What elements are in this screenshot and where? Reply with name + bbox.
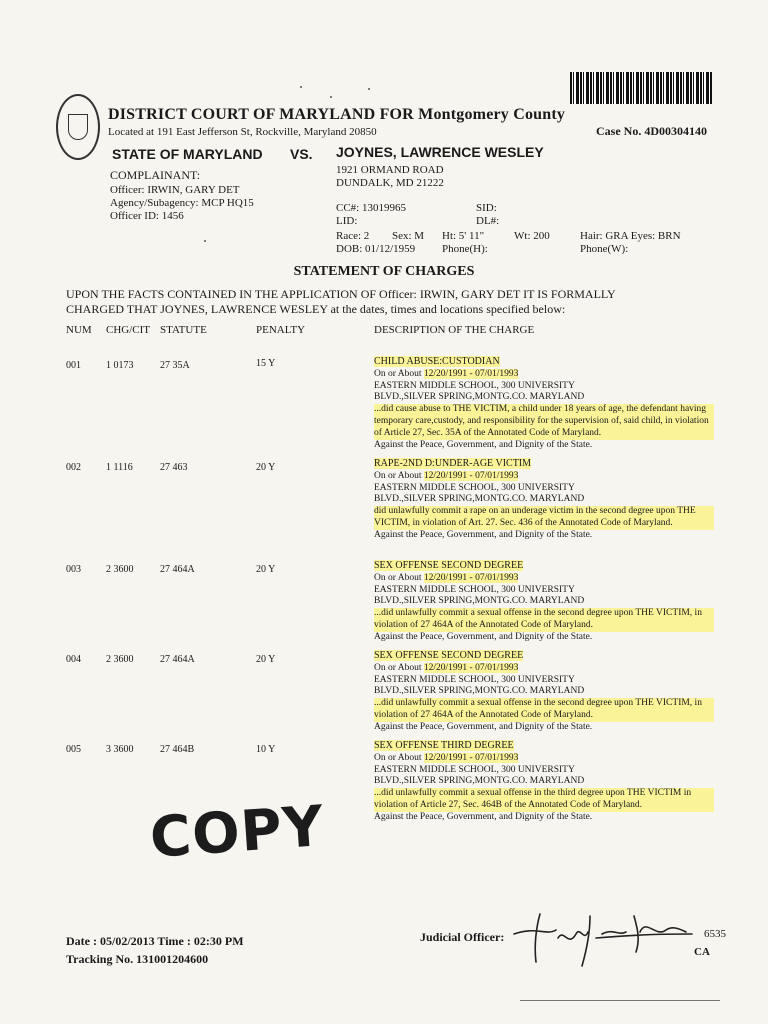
court-seal-icon [56, 94, 100, 160]
charge-location-2: BLVD.,SILVER SPRING,MONTG.CO. MARYLAND [374, 776, 585, 787]
dl-number: DL#: [476, 215, 500, 227]
lid: LID: [336, 215, 358, 227]
case-number: Case No. 4D00304140 [596, 124, 707, 138]
charge-location-1: EASTERN MIDDLE SCHOOL, 300 UNIVERSITY [374, 674, 575, 685]
col-head-penalty: PENALTY [256, 324, 306, 336]
charge-statute: 27 464A [160, 654, 195, 665]
charge-location-1: EASTERN MIDDLE SCHOOL, 300 UNIVERSITY [374, 380, 575, 391]
charge-penalty: 10 Y [256, 744, 276, 755]
statement-title: STATEMENT OF CHARGES [293, 264, 475, 279]
charge-penalty: 20 Y [256, 654, 276, 665]
charge-text: ...did cause abuse to THE VICTIM, a child under 18 years of age, the defendant having temporary care,custody, and responsibility for the supervision of, said child, in violation of Article 27, Sec. 35A of the Annotated Code of Maryland. [374, 404, 714, 439]
charge-num: 003 [66, 564, 81, 575]
charge-text: ...did unlawfully commit a sexual offense in the third degree upon THE VICTIM in violation of Article 27, Sec. 464B of the Annotated Code of Maryland. [374, 788, 714, 812]
charge-statute: 27 464A [160, 564, 195, 575]
charge-against: Against the Peace, Government, and Dignity of the State. [374, 529, 593, 540]
charge-dates: 12/20/1991 - 07/01/1993 [423, 572, 519, 583]
speck [330, 96, 332, 98]
judge-code: CA [694, 946, 710, 958]
judicial-officer-label: Judicial Officer: [420, 930, 505, 944]
speck [300, 86, 302, 88]
complainant-label: COMPLAINANT: [110, 168, 201, 182]
charge-num: 004 [66, 654, 81, 665]
charge-description: SEX OFFENSE THIRD DEGREE On or About 12/20/1991 - 07/01/1993 EASTERN MIDDLE SCHOOL, 300 UNIVERSITY BLVD.,SILVER SPRING,MONTG.CO. MARYLAND ...did unlawfully commit a sexual offense in the third degree upon THE VICTIM in violation of Article 27, Sec. 464B of the Annotated Code of Maryland. Against the Peace, Government, and Dignity of the State. [374, 740, 714, 824]
height: Ht: 5' 11" [442, 230, 485, 242]
charge-penalty: 20 Y [256, 462, 276, 473]
sex: Sex: M [392, 230, 425, 242]
charge-title: SEX OFFENSE THIRD DEGREE [374, 740, 514, 751]
charge-location-2: BLVD.,SILVER SPRING,MONTG.CO. MARYLAND [374, 494, 585, 505]
charge-description: RAPE-2ND D:UNDER-AGE VICTIM On or About 12/20/1991 - 07/01/1993 EASTERN MIDDLE SCHOOL, 300 UNIVERSITY BLVD.,SILVER SPRING,MONTG.CO. MARYLAND did unlawfully commit a rape on an underage victim in the second degree upon THE VICTIM, in violation of Art. 27. Sec. 436 of the Annotated Code of Maryland. Against the Peace, Government, and Dignity of the State. [374, 458, 714, 542]
charge-location-2: BLVD.,SILVER SPRING,MONTG.CO. MARYLAND [374, 596, 585, 607]
defendant-street: 1921 ORMAND ROAD [336, 164, 444, 176]
charge-location-1: EASTERN MIDDLE SCHOOL, 300 UNIVERSITY [374, 764, 575, 775]
charge-num: 005 [66, 744, 81, 755]
speck [368, 88, 370, 90]
charge-against: Against the Peace, Government, and Dignity of the State. [374, 439, 593, 450]
vs-label: VS. [290, 146, 313, 162]
charge-code: 2 3600 [106, 564, 134, 575]
signature-rule [520, 1000, 720, 1001]
charge-statute: 27 464B [160, 744, 195, 755]
charge-penalty: 15 Y [256, 358, 276, 369]
col-head-num: NUM [66, 324, 92, 336]
charge-statute: 27 35A [160, 360, 190, 371]
hair-eyes: Hair: GRA Eyes: BRN [580, 230, 681, 242]
barcode [570, 72, 712, 104]
charge-statute: 27 463 [160, 462, 188, 473]
charge-penalty: 20 Y [256, 564, 276, 575]
charge-dates: 12/20/1991 - 07/01/1993 [423, 662, 519, 673]
tracking-number: Tracking No. 131001204600 [66, 952, 209, 966]
intro-line-2: CHARGED THAT JOYNES, LAWRENCE WESLEY at the dates, times and locations specified below: [66, 302, 566, 316]
weight: Wt: 200 [514, 230, 550, 242]
charge-code: 2 3600 [106, 654, 134, 665]
phone-work: Phone(W): [580, 243, 629, 255]
phone-home: Phone(H): [442, 243, 488, 255]
charge-text: ...did unlawfully commit a sexual offense in the second degree upon THE VICTIM, in violation of 27 464A of the Annotated Code of Maryland. [374, 608, 714, 632]
copy-stamp: COPY [147, 794, 327, 871]
charge-num: 001 [66, 360, 81, 371]
sid: SID: [476, 202, 497, 214]
charge-title: CHILD ABUSE:CUSTODIAN [374, 356, 500, 367]
charge-num: 002 [66, 462, 81, 473]
court-title: DISTRICT COURT OF MARYLAND FOR Montgomery County [108, 106, 566, 123]
col-head-statute: STATUTE [160, 324, 207, 336]
intro-line-1: UPON THE FACTS CONTAINED IN THE APPLICATION OF Officer: IRWIN, GARY DET IT IS FORMALLY [66, 287, 616, 301]
charge-against: Against the Peace, Government, and Dignity of the State. [374, 721, 593, 732]
charge-location-2: BLVD.,SILVER SPRING,MONTG.CO. MARYLAND [374, 686, 585, 697]
charge-code: 1 1116 [106, 462, 133, 473]
officer-name: Officer: IRWIN, GARY DET [110, 184, 240, 196]
charge-location-1: EASTERN MIDDLE SCHOOL, 300 UNIVERSITY [374, 482, 575, 493]
charge-description: SEX OFFENSE SECOND DEGREE On or About 12/20/1991 - 07/01/1993 EASTERN MIDDLE SCHOOL, 300 UNIVERSITY BLVD.,SILVER SPRING,MONTG.CO. MARYLAND ...did unlawfully commit a sexual offense in the second degree upon THE VICTIM, in violation of 27 464A of the Annotated Code of Maryland. Against the Peace, Government, and Dignity of the State. [374, 650, 714, 734]
charge-location-1: EASTERN MIDDLE SCHOOL, 300 UNIVERSITY [374, 584, 575, 595]
charge-description: CHILD ABUSE:CUSTODIAN On or About 12/20/1991 - 07/01/1993 EASTERN MIDDLE SCHOOL, 300 UNIVERSITY BLVD.,SILVER SPRING,MONTG.CO. MARYLAND ...did cause abuse to THE VICTIM, a child under 18 years of age, the defendant having temporary care,custody, and responsibility for the supervision of, said child, in violation of Article 27, Sec. 35A of the Annotated Code of Maryland. Against the Peace, Government, and Dignity of the State. [374, 356, 714, 451]
judge-id: 6535 [704, 928, 726, 940]
speck [204, 240, 206, 242]
charge-location-2: BLVD.,SILVER SPRING,MONTG.CO. MARYLAND [374, 392, 585, 403]
charge-against: Against the Peace, Government, and Dignity of the State. [374, 631, 593, 642]
officer-agency: Agency/Subagency: MCP HQ15 [110, 197, 254, 209]
charge-title: SEX OFFENSE SECOND DEGREE [374, 560, 524, 571]
charge-dates: 12/20/1991 - 07/01/1993 [423, 470, 519, 481]
cc-number: CC#: 13019965 [336, 202, 406, 214]
col-head-description: DESCRIPTION OF THE CHARGE [374, 324, 535, 336]
charge-text: ...did unlawfully commit a sexual offense in the second degree upon THE VICTIM, in violation of 27 464A of the Annotated Code of Maryland. [374, 698, 714, 722]
date-time: Date : 05/02/2013 Time : 02:30 PM [66, 934, 244, 948]
race: Race: 2 [336, 230, 370, 242]
defendant-city: DUNDALK, MD 21222 [336, 177, 444, 189]
col-head-chg: CHG/CIT [106, 324, 150, 336]
court-address: Located at 191 East Jefferson St, Rockville, Maryland 20850 [108, 126, 377, 138]
state-label: STATE OF MARYLAND [112, 146, 263, 162]
dob: DOB: 01/12/1959 [336, 243, 416, 255]
charge-dates: 12/20/1991 - 07/01/1993 [423, 752, 519, 763]
charge-text: did unlawfully commit a rape on an underage victim in the second degree upon THE VICTIM, in violation of Art. 27. Sec. 436 of the Annotated Code of Maryland. [374, 506, 714, 530]
charge-dates: 12/20/1991 - 07/01/1993 [423, 368, 519, 379]
officer-id: Officer ID: 1456 [110, 210, 184, 222]
signature-icon [506, 908, 696, 968]
charge-against: Against the Peace, Government, and Dignity of the State. [374, 811, 593, 822]
charge-title: RAPE-2ND D:UNDER-AGE VICTIM [374, 458, 532, 469]
charge-code: 1 0173 [106, 360, 134, 371]
defendant-name: JOYNES, LAWRENCE WESLEY [336, 144, 544, 160]
charge-code: 3 3600 [106, 744, 134, 755]
charge-description: SEX OFFENSE SECOND DEGREE On or About 12/20/1991 - 07/01/1993 EASTERN MIDDLE SCHOOL, 300 UNIVERSITY BLVD.,SILVER SPRING,MONTG.CO. MARYLAND ...did unlawfully commit a sexual offense in the second degree upon THE VICTIM, in violation of 27 464A of the Annotated Code of Maryland. Against the Peace, Government, and Dignity of the State. [374, 560, 714, 644]
charge-title: SEX OFFENSE SECOND DEGREE [374, 650, 524, 661]
